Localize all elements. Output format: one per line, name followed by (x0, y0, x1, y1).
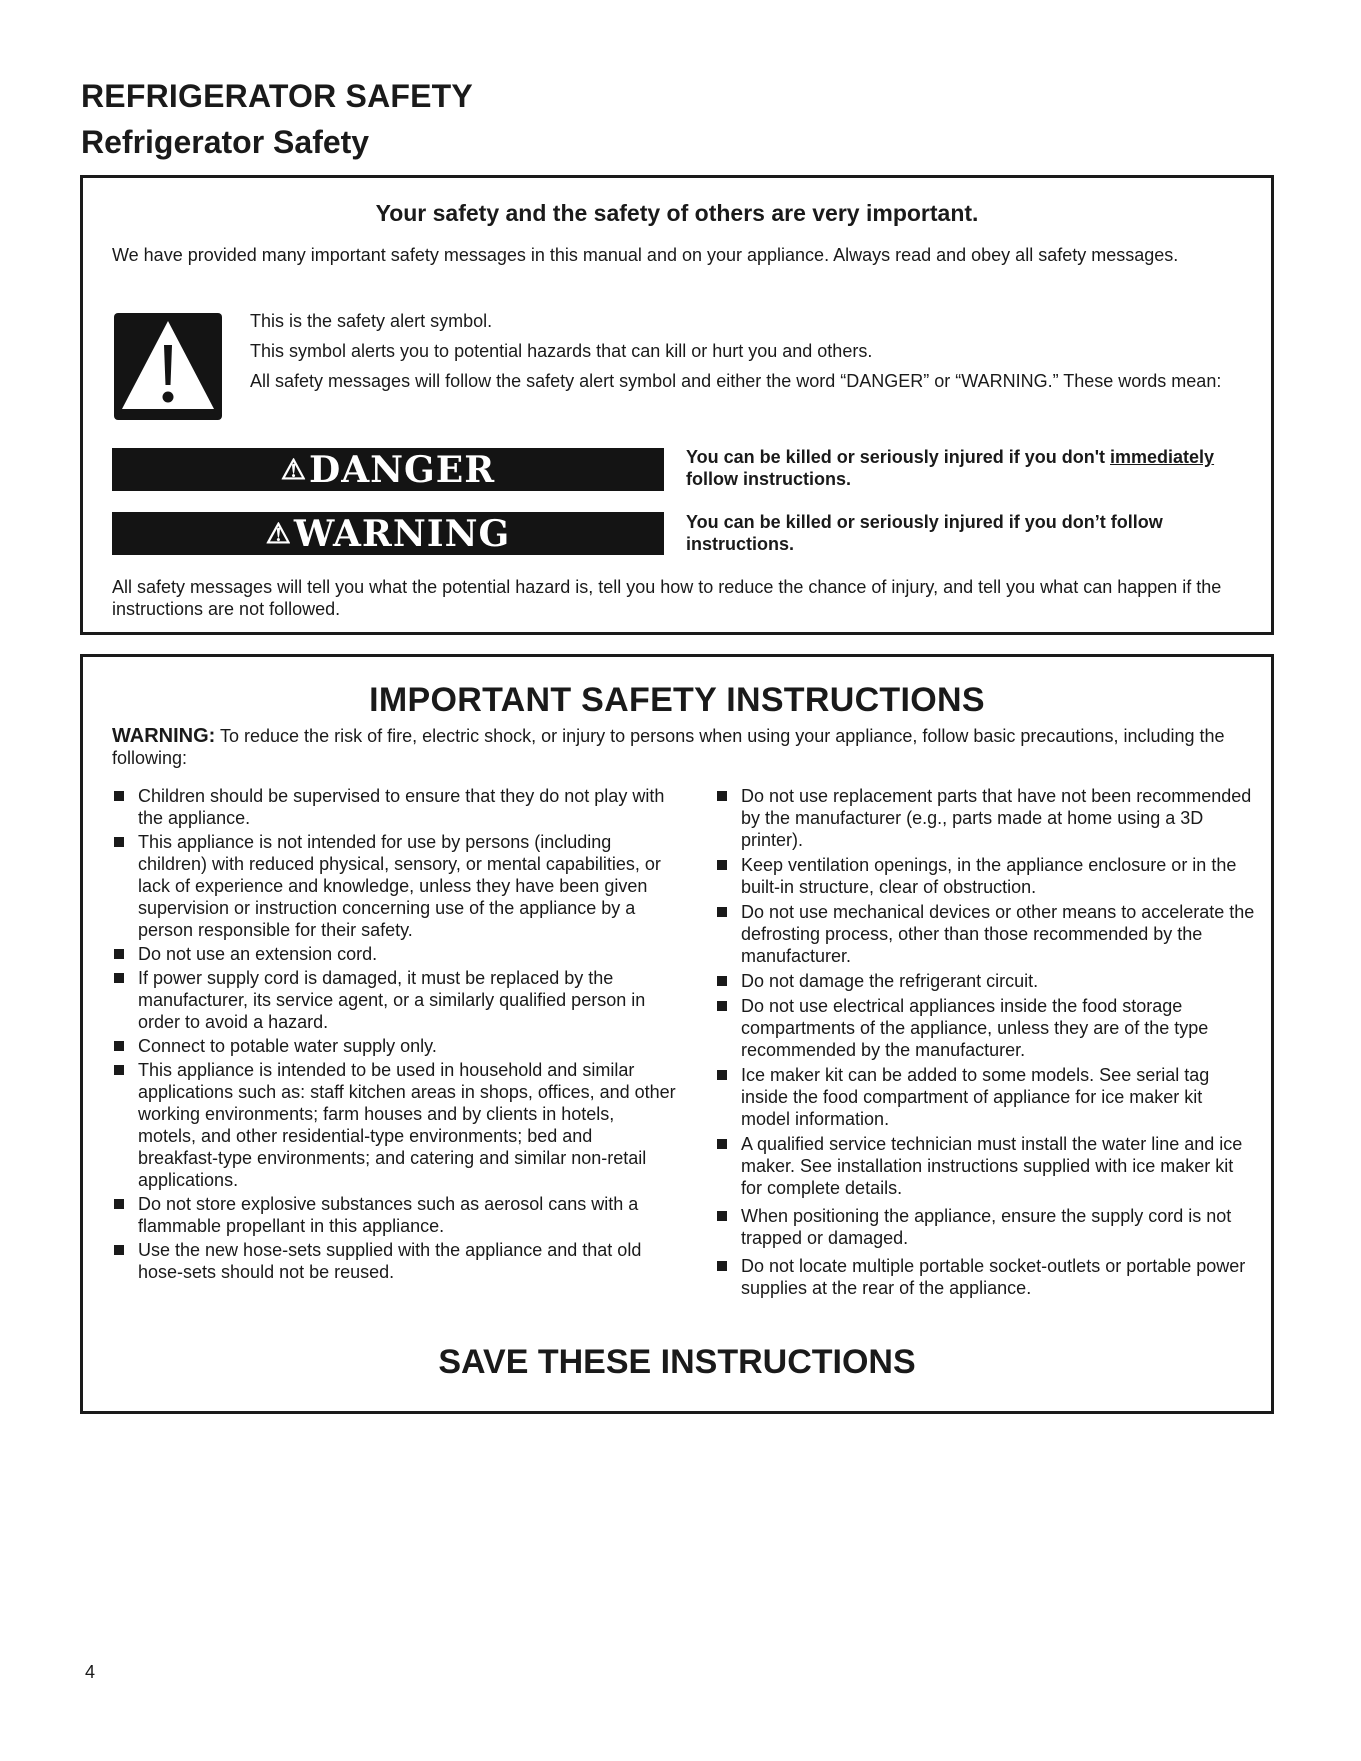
list-item (715, 1064, 1255, 1130)
list-item (715, 785, 1255, 851)
list-item (112, 943, 677, 965)
square-bullet-icon (717, 791, 727, 801)
safety-box-footer: All safety messages will tell you what the potential hazard is, tell you how to reduce the chance of injury, and tell you what can happen if the instructions are not followed. (112, 577, 1222, 619)
list-item-text: Do not use mechanical devices or other means to accelerate the defrosting process, other than those recommended by the manufacturer. (741, 902, 1255, 966)
square-bullet-icon (114, 1245, 124, 1255)
list-item-text: Keep ventilation openings, in the appliance enclosure or in the built-in structure, clear of obstruction. (741, 855, 1237, 897)
square-bullet-icon (114, 973, 124, 983)
save-instructions-footer: SAVE THESE INSTRUCTIONS (438, 1343, 916, 1381)
symbol-line: This symbol alerts you to potential hazards that can kill or hurt you and others. (250, 341, 873, 361)
page-title: REFRIGERATOR SAFETY (81, 78, 473, 114)
square-bullet-icon (114, 791, 124, 801)
safety-box-heading: Your safety and the safety of others are very important. (375, 200, 979, 226)
warning-label: WARNING: (112, 725, 216, 747)
list-item (715, 1255, 1255, 1299)
warning-label: WARNING (293, 512, 511, 555)
section-title: Refrigerator Safety (81, 124, 370, 160)
symbol-line: All safety messages will follow the safety alert symbol and either the word “DANGER” or “WARNING.” These words mean: (250, 371, 1222, 391)
square-bullet-icon (717, 907, 727, 917)
list-item-text: Do not use replacement parts that have not been recommended by the manufacturer (e.g., parts made at home using a 3D printer). (741, 786, 1252, 850)
alert-triangle-icon: ⚠ (265, 517, 292, 550)
square-bullet-icon (717, 860, 727, 870)
list-item-text: Do not damage the refrigerant circuit. (741, 971, 1039, 991)
safety-message-box (80, 175, 1274, 635)
symbol-line: This is the safety alert symbol. (250, 311, 493, 331)
list-item (715, 970, 1255, 992)
list-item (112, 967, 677, 1033)
square-bullet-icon (114, 837, 124, 847)
list-item-text: Do not locate multiple portable socket-outlets or portable power supplies at the rear of the appliance. (741, 1256, 1246, 1298)
list-item (112, 1059, 677, 1191)
warning-paragraph-text: To reduce the risk of fire, electric shock, or injury to persons when using your appliance, follow basic precautions, including the following: (112, 726, 1225, 768)
list-item (112, 785, 677, 829)
list-item-text: This appliance is intended to be used in household and similar applications such as: staff kitchen areas in shops, offices, and other working environments; farm houses and by clients in hotels, motels, and other residential-type environments; bed and breakfast-type environments; and catering and similar non-retail applications. (138, 1060, 676, 1190)
list-item (715, 901, 1255, 967)
list-item (112, 1193, 677, 1237)
danger-label: DANGER (308, 448, 496, 491)
safety-intro-text: We have provided many important safety messages in this manual and on your appliance. Always read and obey all safety messages. (112, 245, 1179, 265)
warning-signal-bar (112, 512, 664, 555)
list-item-text: If power supply cord is damaged, it must be replaced by the manufacturer, its service agent, or a similarly qualified person in order to avoid a hazard. (138, 968, 646, 1032)
warning-description: You can be killed or seriously injured if you don’t follow instructions. (686, 512, 1163, 554)
list-item-text: When positioning the appliance, ensure the supply cord is not trapped or damaged. (741, 1206, 1232, 1248)
instructions-list-right (715, 785, 1255, 1302)
danger-description (686, 446, 1246, 490)
danger-signal-bar (112, 448, 664, 491)
danger-text-emphasis: immediately (1110, 447, 1215, 467)
square-bullet-icon (114, 1041, 124, 1051)
instructions-heading: IMPORTANT SAFETY INSTRUCTIONS (369, 681, 985, 719)
list-item-text: This appliance is not intended for use by persons (including children) with reduced physical, sensory, or mental capabilities, or lack of experience and knowledge, unless they have been given supervision or instruction concerning use of the appliance by a person responsible for their safety. (138, 832, 661, 940)
list-item-text: Do not store explosive substances such as aerosol cans with a flammable propellant in this appliance. (138, 1194, 639, 1236)
square-bullet-icon (717, 1261, 727, 1271)
danger-text-after: follow instructions. (686, 469, 851, 489)
square-bullet-icon (114, 1065, 124, 1075)
list-item (112, 831, 677, 941)
square-bullet-icon (717, 1139, 727, 1149)
important-instructions-box (80, 654, 1274, 1414)
list-item-text: Do not use electrical appliances inside the food storage compartments of the appliance, unless they are of the type recommended by the manufacturer. (741, 996, 1209, 1060)
list-item (112, 1035, 677, 1057)
page-number: 4 (85, 1662, 96, 1682)
danger-text-before: You can be killed or seriously injured if you don't (686, 447, 1111, 467)
list-item-text: Do not use an extension cord. (138, 944, 378, 964)
square-bullet-icon (114, 1199, 124, 1209)
list-item (715, 1133, 1255, 1199)
safety-alert-triangle-icon (114, 313, 222, 420)
square-bullet-icon (114, 949, 124, 959)
square-bullet-icon (717, 1211, 727, 1221)
list-item-text: Children should be supervised to ensure that they do not play with the appliance. (138, 786, 665, 828)
square-bullet-icon (717, 1001, 727, 1011)
list-item-text: Connect to potable water supply only. (138, 1036, 437, 1056)
list-item (715, 854, 1255, 898)
square-bullet-icon (717, 976, 727, 986)
list-item-text: Ice maker kit can be added to some models. See serial tag inside the food compartment of appliance for ice maker kit model information. (741, 1065, 1210, 1129)
list-item-text: A qualified service technician must install the water line and ice maker. See installation instructions supplied with ice maker kit for complete details. (741, 1134, 1243, 1198)
instructions-list-left (112, 785, 677, 1285)
alert-triangle-icon: ⚠ (280, 453, 307, 486)
list-item-text: Use the new hose-sets supplied with the appliance and that old hose-sets should not be reused. (138, 1240, 642, 1282)
square-bullet-icon (717, 1070, 727, 1080)
list-item (112, 1239, 677, 1283)
warning-paragraph (112, 725, 1242, 769)
alert-symbol-explanation (250, 310, 1250, 400)
list-item (715, 995, 1255, 1061)
list-item (715, 1205, 1255, 1249)
